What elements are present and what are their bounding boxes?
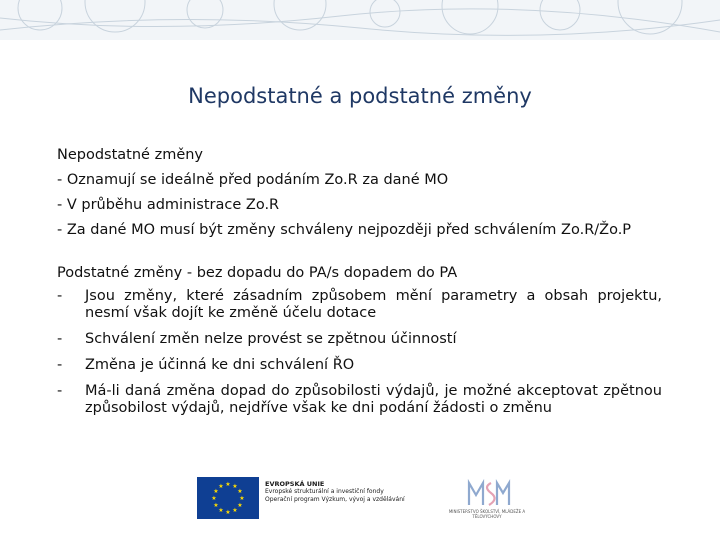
text-line: - Oznamují se ideálně před podáním Zo.R za dané MO: [57, 172, 449, 188]
bullet-dash: -: [57, 288, 63, 304]
svg-text:★: ★: [232, 507, 238, 514]
list-item: [57, 288, 662, 322]
svg-text:★: ★: [225, 481, 231, 488]
slide-title: Nepodstatné a podstatné změny: [188, 84, 532, 108]
list-item-text: Má-li daná změna dopad do způsobilosti výdajů, je možné akceptovat zpětnou způsobilost výdajů, nejdříve však ke dni podání žádosti o změnu: [85, 383, 662, 416]
list-item-text: Jsou změny, které zásadním způsobem mění parametry a obsah projektu, nesmí však dojít ke změně účelu dotace: [85, 288, 662, 321]
bullet-dash: -: [57, 357, 63, 373]
svg-text:★: ★: [239, 495, 245, 502]
section-heading-minor-changes: Nepodstatné změny: [57, 147, 204, 163]
svg-text:★: ★: [213, 502, 219, 509]
msmt-emblem-icon: [445, 477, 529, 509]
decorative-header-band: [0, 0, 720, 40]
svg-text:★: ★: [237, 488, 243, 495]
bullet-dash: -: [57, 331, 63, 347]
text-line: - V průběhu administrace Zo.R: [57, 197, 280, 213]
bullet-list: [57, 288, 662, 417]
bullet-dash: -: [57, 383, 63, 399]
svg-text:★: ★: [218, 507, 224, 514]
eu-funds-line: Evropské strukturální a investiční fondy: [265, 488, 384, 495]
svg-text:★: ★: [213, 488, 219, 495]
eu-programme-line: Operační program Výzkum, vývoj a vzdělávání: [265, 496, 405, 503]
svg-text:★: ★: [225, 509, 231, 516]
msmt-name: MINISTERSTVO ŠKOLSTVÍ, MLÁDEŽE A TĚLOVÝCHOVY: [448, 509, 526, 519]
svg-text:★: ★: [232, 483, 238, 490]
section-heading-major-changes: Podstatné změny - bez dopadu do PA/s dopadem do PA: [57, 265, 458, 281]
svg-text:★: ★: [237, 502, 243, 509]
text-line: - Za dané MO musí být změny schváleny nejpozději před schválením Zo.R/Žo.P: [57, 222, 632, 238]
list-item: [57, 331, 662, 348]
list-item-text: Změna je účinná ke dni schválení ŘO: [85, 357, 355, 373]
list-item: [57, 383, 662, 417]
list-item: [57, 357, 662, 374]
slide-body: [57, 143, 662, 426]
svg-text:★: ★: [218, 483, 224, 490]
list-item-text: Schválení změn nelze provést se zpětnou účinností: [85, 331, 457, 347]
eu-heading: EVROPSKÁ UNIE: [265, 480, 325, 488]
eu-text-block: [265, 480, 445, 504]
eu-flag-icon: [197, 477, 259, 519]
msmt-logo: [445, 477, 529, 519]
svg-text:★: ★: [211, 495, 217, 502]
